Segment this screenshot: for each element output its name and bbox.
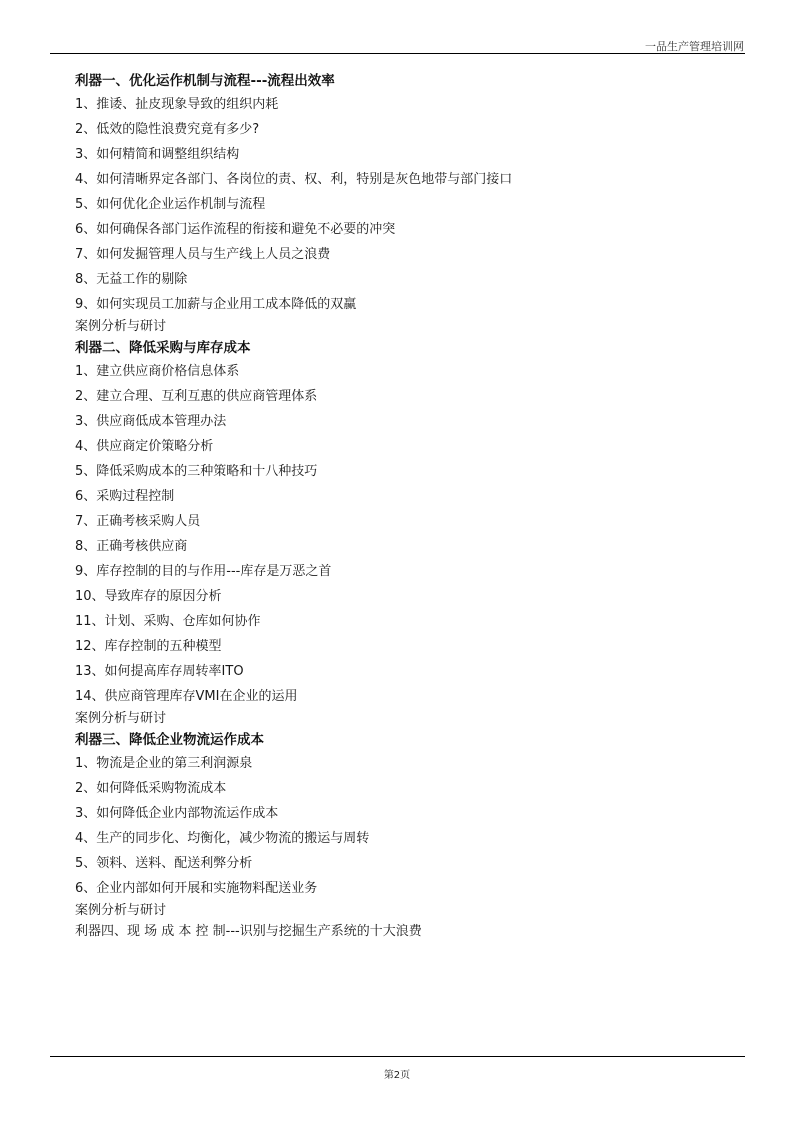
- list-item: 5、领料、送料、配送利弊分析: [75, 856, 253, 871]
- list-item: 1、建立供应商价格信息体系: [75, 364, 240, 379]
- list-item: 6、如何确保各部门运作流程的衔接和避免不必要的冲突: [75, 222, 396, 237]
- list-item: 4、如何清晰界定各部门、各岗位的责、权、利，特别是灰色地带与部门接口: [75, 172, 513, 187]
- list-item: 12、库存控制的五种模型: [75, 639, 222, 654]
- list-item: 1、物流是企业的第三利润源泉: [75, 756, 253, 771]
- case-study-note: 案例分析与研讨: [75, 903, 167, 918]
- list-item: 8、正确考核供应商: [75, 539, 188, 554]
- list-item: 9、库存控制的目的与作用---库存是万恶之首: [75, 564, 332, 579]
- section-3: [75, 729, 735, 921]
- section-title: 利器二、降低采购与库存成本: [75, 340, 251, 356]
- list-item: 1、推诿、扯皮现象导致的组织内耗: [75, 97, 279, 112]
- list-item: 9、如何实现员工加薪与企业用工成本降低的双赢: [75, 297, 357, 312]
- list-item: 6、企业内部如何开展和实施物料配送业务: [75, 881, 318, 896]
- list-item: 3、如何精简和调整组织结构: [75, 147, 240, 162]
- section-4-title: 利器四、现 场 成 本 控 制---识别与挖掘生产系统的十大浪费: [75, 924, 422, 939]
- section-1: [75, 70, 735, 337]
- case-study-note: 案例分析与研讨: [75, 319, 167, 334]
- section-2: [75, 337, 735, 729]
- section-title: 利器三、降低企业物流运作成本: [75, 732, 264, 748]
- document-body: [75, 70, 735, 943]
- list-item: 4、供应商定价策略分析: [75, 439, 214, 454]
- list-item: 7、如何发掘管理人员与生产线上人员之浪费: [75, 247, 331, 262]
- list-item: 6、采购过程控制: [75, 489, 175, 504]
- list-item: 5、如何优化企业运作机制与流程: [75, 197, 266, 212]
- list-item: 14、供应商管理库存VMI在企业的运用: [75, 689, 298, 704]
- list-item: 2、低效的隐性浪费究竟有多少?: [75, 122, 260, 137]
- section-title: 利器一、优化运作机制与流程---流程出效率: [75, 73, 335, 89]
- list-item: 4、生产的同步化、均衡化，减少物流的搬运与周转: [75, 831, 370, 846]
- page-number: 第2页: [383, 1070, 411, 1081]
- header-divider: [50, 53, 745, 54]
- list-item: 10、导致库存的原因分析: [75, 589, 222, 604]
- list-item: 2、建立合理、互利互惠的供应商管理体系: [75, 389, 318, 404]
- list-item: 3、如何降低企业内部物流运作成本: [75, 806, 279, 821]
- list-item: 8、无益工作的剔除: [75, 272, 188, 287]
- list-item: 7、正确考核采购人员: [75, 514, 201, 529]
- list-item: 3、供应商低成本管理办法: [75, 414, 227, 429]
- footer-divider: [50, 1056, 745, 1057]
- case-study-note: 案例分析与研讨: [75, 711, 167, 726]
- list-item: 2、如何降低采购物流成本: [75, 781, 227, 796]
- list-item: 11、计划、采购、仓库如何协作: [75, 614, 261, 629]
- list-item: 13、如何提高库存周转率ITO: [75, 664, 244, 679]
- page-header: 一品生产管理培训网: [645, 40, 744, 53]
- list-item: 5、降低采购成本的三种策略和十八种技巧: [75, 464, 318, 479]
